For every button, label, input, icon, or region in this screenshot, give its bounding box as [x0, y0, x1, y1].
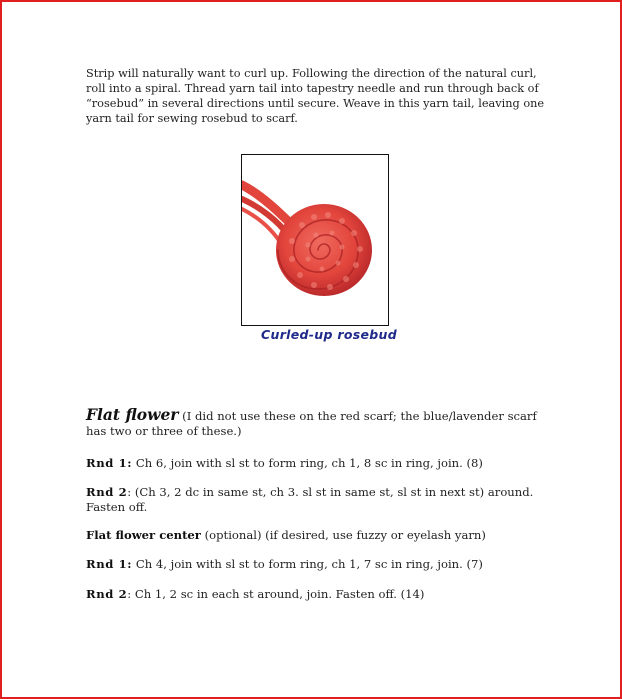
flat-flower-rnd1 — [86, 456, 556, 471]
flat-flower-title: Flat flower — [86, 405, 179, 424]
intro-paragraph: Strip will naturally want to curl up. Following the direction of the natural curl, roll into a spiral. Thread yarn tail into tapestry needle and run through back of “rosebud” in several directions until secure. Weave in this yarn tail, leaving one yarn tail for sewing rosebud to scarf. — [86, 67, 545, 125]
center-rnd2 — [86, 587, 556, 602]
rnd2-text: : (Ch 3, 2 dc in same st, ch 3. sl st in same st, sl st in next st) around. Fasten off. — [86, 485, 534, 514]
center-note: (optional) (if desired, use fuzzy or eyelash yarn) — [200, 528, 486, 542]
rnd2-label: Rnd 2 — [86, 485, 128, 499]
center-rnd1-text: Ch 4, join with sl st to form ring, ch 1, 7 sc in ring, join. (7) — [132, 557, 483, 571]
rosebud-photo — [241, 154, 389, 326]
center-heading — [86, 528, 556, 543]
center-rnd2-text: : Ch 1, 2 sc in each st around, join. Fasten off. (14) — [127, 587, 425, 601]
flat-flower-note: (I did not use these on the red scarf; the blue/lavender scarf has two or three of these.) — [86, 409, 537, 438]
center-title: Flat flower center — [86, 528, 201, 542]
center-rnd1 — [86, 557, 556, 572]
flat-flower-rnd2 — [86, 485, 556, 515]
photo-caption: Curled-up rosebud — [261, 327, 397, 342]
flat-flower-heading — [86, 407, 556, 439]
rnd1-text: Ch 6, join with sl st to form ring, ch 1, 8 sc in ring, join. (8) — [132, 456, 483, 470]
center-rnd2-label: Rnd 2 — [86, 587, 128, 601]
center-rnd1-label: Rnd 1: — [86, 557, 133, 571]
rnd1-label: Rnd 1: — [86, 456, 133, 470]
rosebud-image — [242, 155, 388, 325]
